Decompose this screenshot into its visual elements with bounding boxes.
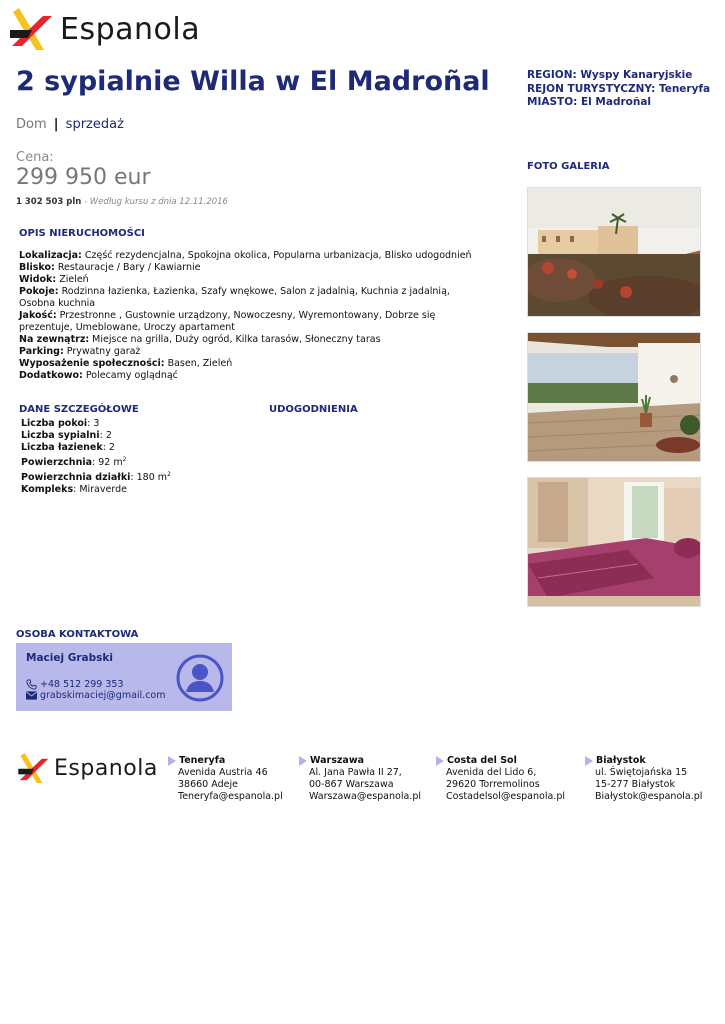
footer-brand-name: Espanola [54, 755, 158, 781]
description-value: Miejsce na grilla, Duży ogród, Kilka tarasów, Słoneczny taras [89, 334, 381, 345]
region-line: REGION: Wyspy Kanaryjskie [527, 69, 693, 81]
description-row [19, 370, 489, 382]
detail-unit-exponent: 2 [122, 456, 127, 463]
office-name: Białystok [596, 755, 646, 766]
description-label: Blisko: [19, 262, 55, 273]
office-name: Warszawa [310, 755, 365, 766]
description-value: Rodzinna łazienka, Łazienka, Szafy wnękowe, Salon z jadalnią, Kuchnia z jadalnią, Osobna kuchnia [19, 286, 450, 309]
office-name: Teneryfa [179, 755, 226, 766]
details-heading: DANE SZCZEGÓŁOWE [19, 404, 139, 415]
region-info [527, 69, 710, 110]
price-label: Cena: [16, 150, 54, 165]
description-label: Dodatkowo: [19, 370, 83, 381]
description-label: Na zewnątrz: [19, 334, 90, 345]
office-warszawa [299, 755, 421, 803]
details-list [21, 418, 171, 496]
contact-name: Maciej Grabski [26, 652, 113, 664]
amenities-heading: UDOGODNIENIA [269, 404, 358, 415]
description-row [19, 346, 489, 358]
contact-phone-text: +48 512 299 353 [40, 679, 124, 690]
gallery-photo-2[interactable] [527, 332, 701, 462]
contact-email-text: grabskimaciej@gmail.com [40, 690, 166, 701]
price-pln-note: - Według kursu z dnia 12.11.2016 [81, 197, 228, 207]
brand-logo[interactable] [10, 8, 200, 50]
breadcrumb-transaction[interactable]: sprzedaż [65, 117, 124, 132]
price-pln-value: 1 302 503 pln [16, 197, 82, 207]
triangle-bullet-icon [436, 756, 444, 766]
brand-name: Espanola [60, 11, 201, 47]
avatar-icon [176, 654, 224, 702]
breadcrumb-category[interactable]: Dom [16, 117, 47, 132]
description-label: Parking: [19, 346, 64, 357]
phone-icon [26, 679, 37, 690]
detail-label: Liczba pokoi [21, 418, 88, 429]
breadcrumb-separator: | [53, 117, 59, 132]
description-label: Jakość: [19, 310, 57, 321]
price-value: 299 950 eur [16, 165, 151, 190]
detail-value: : 2 [102, 442, 115, 453]
office-email[interactable]: Białystok@espanola.pl [595, 791, 703, 802]
description-list [19, 250, 489, 382]
description-value: Polecamy oglądnąć [82, 370, 178, 381]
description-label: Widok: [19, 274, 57, 285]
triangle-bullet-icon [585, 756, 593, 766]
tourist-region-line: REJON TURYSTYCZNY: Teneryfa [527, 82, 711, 95]
office-bialystok [585, 755, 702, 803]
breadcrumb [16, 117, 124, 132]
description-label: Pokoje: [19, 286, 59, 297]
gallery-photo-1[interactable] [527, 187, 701, 317]
office-costa-del-sol [436, 755, 565, 803]
detail-value: : 180 m [130, 472, 168, 484]
office-address-line1: Al. Jana Pawła II 27, [309, 767, 402, 778]
contact-heading: OSOBA KONTAKTOWA [16, 629, 139, 640]
detail-plot-area [21, 469, 171, 484]
detail-label: Powierzchnia działki [21, 472, 131, 484]
contact-phone[interactable] [26, 679, 124, 690]
detail-label: Powierzchnia [21, 457, 93, 469]
detail-bedrooms [21, 430, 171, 442]
office-email[interactable]: Costadelsol@espanola.pl [446, 791, 565, 802]
page-title: 2 sypialnie Willa w El Madroñal [16, 66, 490, 97]
detail-complex [21, 484, 171, 496]
gallery-heading: FOTO GALERIA [527, 161, 610, 172]
office-address-line1: Avenida del Lido 6, [446, 767, 537, 778]
description-row [19, 358, 489, 370]
price-pln [16, 197, 228, 207]
detail-bathrooms [21, 442, 171, 454]
contact-email[interactable] [26, 690, 166, 701]
detail-value: : Miraverde [73, 484, 127, 496]
description-row [19, 286, 489, 310]
espanola-logo-icon [10, 8, 54, 50]
description-heading: OPIS NIERUCHOMOŚCI [19, 228, 145, 239]
detail-unit-exponent: 2 [167, 471, 171, 479]
description-value: Basen, Zieleń [164, 358, 233, 369]
footer-logo[interactable] [18, 753, 158, 783]
description-value: Restauracje / Bary / Kawiarnie [54, 262, 201, 273]
espanola-logo-icon [18, 753, 50, 783]
description-row [19, 310, 489, 334]
detail-value: : 92 m [92, 457, 123, 469]
office-email[interactable]: Teneryfa@espanola.pl [178, 791, 283, 802]
description-row [19, 250, 489, 262]
detail-label: Kompleks [21, 484, 74, 496]
description-row [19, 262, 489, 274]
office-address-line2: 38660 Adeje [178, 779, 238, 790]
description-row [19, 274, 489, 286]
description-row [19, 334, 489, 346]
office-address-line2: 15-277 Białystok [595, 779, 675, 790]
description-value: Prywatny garaż [63, 346, 141, 357]
office-address-line1: ul. Świętojańska 15 [595, 767, 688, 778]
office-address-line1: Avenida Austria 46 [178, 767, 268, 778]
triangle-bullet-icon [299, 756, 307, 766]
description-label: Wyposażenie społeczności: [19, 358, 165, 369]
detail-area [21, 454, 171, 469]
description-value: Zieleń [56, 274, 89, 285]
detail-value: : 2 [99, 430, 112, 441]
office-address-line2: 29620 Torremolinos [446, 779, 540, 790]
description-value: Część rezydencjalna, Spokojna okolica, Popularna urbanizacja, Blisko udogodnień [81, 250, 472, 261]
city-line: MIASTO: El Madroñal [527, 96, 652, 108]
office-name: Costa del Sol [447, 755, 517, 766]
detail-value: : 3 [87, 418, 100, 429]
office-teneryfa [168, 755, 283, 803]
detail-label: Liczba sypialni [21, 430, 100, 441]
triangle-bullet-icon [168, 756, 176, 766]
gallery-photo-3[interactable] [527, 477, 701, 607]
envelope-icon [26, 691, 37, 700]
office-address-line2: 00-867 Warszawa [309, 779, 394, 790]
description-value: Przestronne , Gustownie urządzony, Nowoczesny, Wyremontowany, Dobrze się prezentuje, Umeblowane, Uroczy apartament [19, 310, 436, 333]
detail-rooms [21, 418, 171, 430]
description-label: Lokalizacja: [19, 250, 82, 261]
office-email[interactable]: Warszawa@espanola.pl [309, 791, 421, 802]
detail-label: Liczba łazienek [21, 442, 103, 453]
